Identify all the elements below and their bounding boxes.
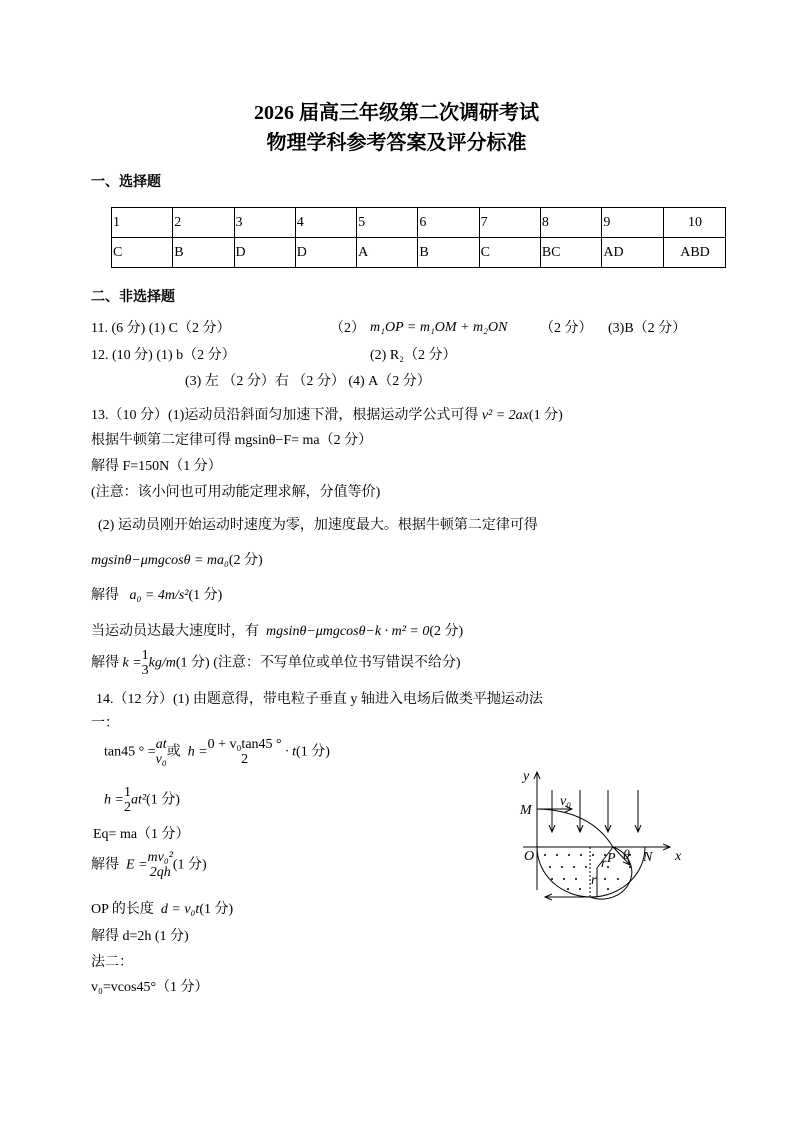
- point-M: M: [520, 803, 532, 818]
- score: (1 分): [188, 588, 223, 603]
- table-row-answers: [112, 238, 726, 268]
- table-row-numbers: [112, 208, 726, 238]
- answer-table: [111, 207, 726, 268]
- table-cell: B: [418, 238, 479, 268]
- section-nonchoice-heading: 二、非选择题: [91, 290, 175, 305]
- q12-part1: 12. (10 分) (1) b（2 分）: [91, 348, 236, 363]
- text: 解得: [91, 857, 119, 873]
- text: 13.（10 分）(1)运动员沿斜面匀加速下滑，根据运动学公式可得: [91, 408, 479, 423]
- table-cell: 6: [418, 208, 479, 238]
- table-cell: BC: [540, 238, 602, 268]
- score: (1 分) (注意：不写单位或单位书写错误不给分): [175, 655, 461, 671]
- doc-title-line2: 物理学科参考答案及评分标准: [266, 132, 527, 154]
- q14-line1: 14.（12 分）(1) 由题意得，带电粒子垂直 y 轴进入电场后做类平抛运动法: [96, 692, 543, 707]
- q14-E-line: [91, 850, 207, 881]
- unit: kg/m: [148, 655, 176, 671]
- q14-tan-line: [104, 737, 330, 768]
- q11-score: （2 分）: [540, 321, 593, 336]
- table-cell: B: [173, 238, 234, 268]
- q14-method2: 法二：: [91, 955, 133, 970]
- table-cell: 2: [173, 208, 234, 238]
- q11-part3: (3)B（2 分）: [608, 321, 687, 336]
- score: (2 分): [429, 624, 464, 639]
- equation: mgsinθ−μmgcosθ = ma₀: [91, 553, 229, 568]
- q11-part1: 11. (6 分) (1) C（2 分）: [91, 321, 231, 336]
- equation: v² = 2ax: [481, 408, 529, 423]
- point-O: O: [524, 849, 535, 864]
- magnetic-field-dots: [544, 854, 631, 890]
- x-label: x: [675, 849, 682, 864]
- q13-line6: [91, 553, 263, 570]
- fraction: [142, 648, 149, 679]
- table-cell: 10: [664, 208, 726, 238]
- equation: d = v₀t: [160, 902, 200, 917]
- denominator: v₀: [155, 752, 167, 768]
- text: at²: [130, 792, 147, 808]
- doc-title-line1: 2026 届高三年级第二次调研考试: [254, 102, 539, 124]
- fraction: [148, 850, 173, 881]
- score: (1 分): [172, 857, 207, 873]
- table-cell: ABD: [664, 238, 726, 268]
- fraction: [208, 737, 282, 768]
- q13-line1: [91, 408, 563, 425]
- q13-line5: (2) 运动员刚开始运动时速度为零，加速度最大。根据牛顿第二定律可得: [98, 518, 538, 533]
- q14-h-line: [104, 785, 180, 816]
- table-cell: D: [234, 238, 295, 268]
- section-choice-heading: 一、选择题: [91, 175, 161, 190]
- table-cell: C: [112, 238, 173, 268]
- table-cell: 5: [357, 208, 418, 238]
- denominator: 2: [241, 752, 249, 768]
- q13-line9: [91, 648, 461, 679]
- table-cell: AD: [602, 238, 664, 268]
- score: (1 分): [528, 408, 563, 423]
- table-cell: 8: [540, 208, 602, 238]
- q13-line4: (注意：该小问也可用动能定理求解，分值等价): [91, 485, 381, 500]
- score: (1 分): [199, 902, 234, 917]
- field-diagram: [490, 760, 690, 910]
- score: (1 分): [296, 744, 330, 760]
- equation: a₀ = 4m/s²: [129, 588, 189, 603]
- table-cell: 9: [602, 208, 664, 238]
- equation: mgsinθ−μmgcosθ−k · m² = 0: [266, 624, 430, 639]
- text: E =: [126, 857, 148, 873]
- q13-line3: 解得 F=150N（1 分）: [91, 459, 222, 474]
- text: 或: [166, 744, 181, 760]
- q13-line2: 根据牛顿第二定律可得 mgsinθ−F= ma（2 分）: [91, 433, 373, 448]
- q14-v0-line: v₀=vcos45°（1 分）: [91, 980, 209, 995]
- radius-label: r: [601, 856, 607, 871]
- q11-equation: m₁OP = m₁OM + m₂ON: [370, 320, 508, 335]
- text: · t: [285, 744, 297, 760]
- q11-part2-label: （2）: [330, 321, 365, 336]
- denominator: 2qh: [149, 865, 171, 881]
- table-cell: 3: [234, 208, 295, 238]
- text: tan45 ° =: [104, 744, 156, 760]
- fraction: [156, 737, 167, 768]
- point-N: N: [643, 850, 653, 865]
- trajectory: [537, 809, 613, 847]
- table-cell: A: [357, 238, 418, 268]
- fraction: [124, 785, 131, 816]
- table-cell: 1: [112, 208, 173, 238]
- numerator: at: [155, 737, 167, 752]
- table-cell: D: [295, 238, 356, 268]
- q14-eq-line: Eq= ma（1 分）: [93, 827, 190, 842]
- equation: k =: [122, 655, 142, 671]
- q12-part34: (3) 左 （2 分）右 （2 分） (4) A（2 分）: [185, 374, 431, 389]
- q12-part2: (2) R₂（2 分）: [370, 348, 457, 363]
- text: 解得: [91, 655, 119, 671]
- q14-op-line: [91, 902, 233, 919]
- theta-label: θ: [623, 848, 630, 863]
- score: (2 分): [228, 553, 263, 568]
- numerator: mv₀²: [147, 850, 173, 865]
- table-cell: C: [479, 238, 540, 268]
- v0-label: v₀: [560, 794, 572, 809]
- denominator: 2: [123, 800, 131, 816]
- text: h =: [104, 792, 124, 808]
- radius-label: r: [591, 873, 597, 888]
- table-cell: 7: [479, 208, 540, 238]
- y-label: y: [523, 769, 530, 784]
- q13-line7: [91, 588, 222, 605]
- numerator: 1: [123, 785, 131, 800]
- score: (1 分): [146, 792, 180, 808]
- text: 解得: [91, 588, 119, 603]
- q14-d-line: 解得 d=2h (1 分): [91, 929, 189, 944]
- text: h =: [187, 744, 208, 760]
- point-P: P: [607, 851, 616, 866]
- table-cell: 4: [295, 208, 356, 238]
- q14-line2: 一：: [91, 716, 119, 731]
- text: 当运动员达最大速度时，有: [91, 624, 259, 639]
- q13-line8: [91, 624, 463, 641]
- text: OP 的长度: [91, 902, 154, 917]
- numerator: 0 + v₀tan45 °: [207, 737, 282, 752]
- denominator: 3: [141, 663, 149, 679]
- numerator: 1: [141, 648, 149, 663]
